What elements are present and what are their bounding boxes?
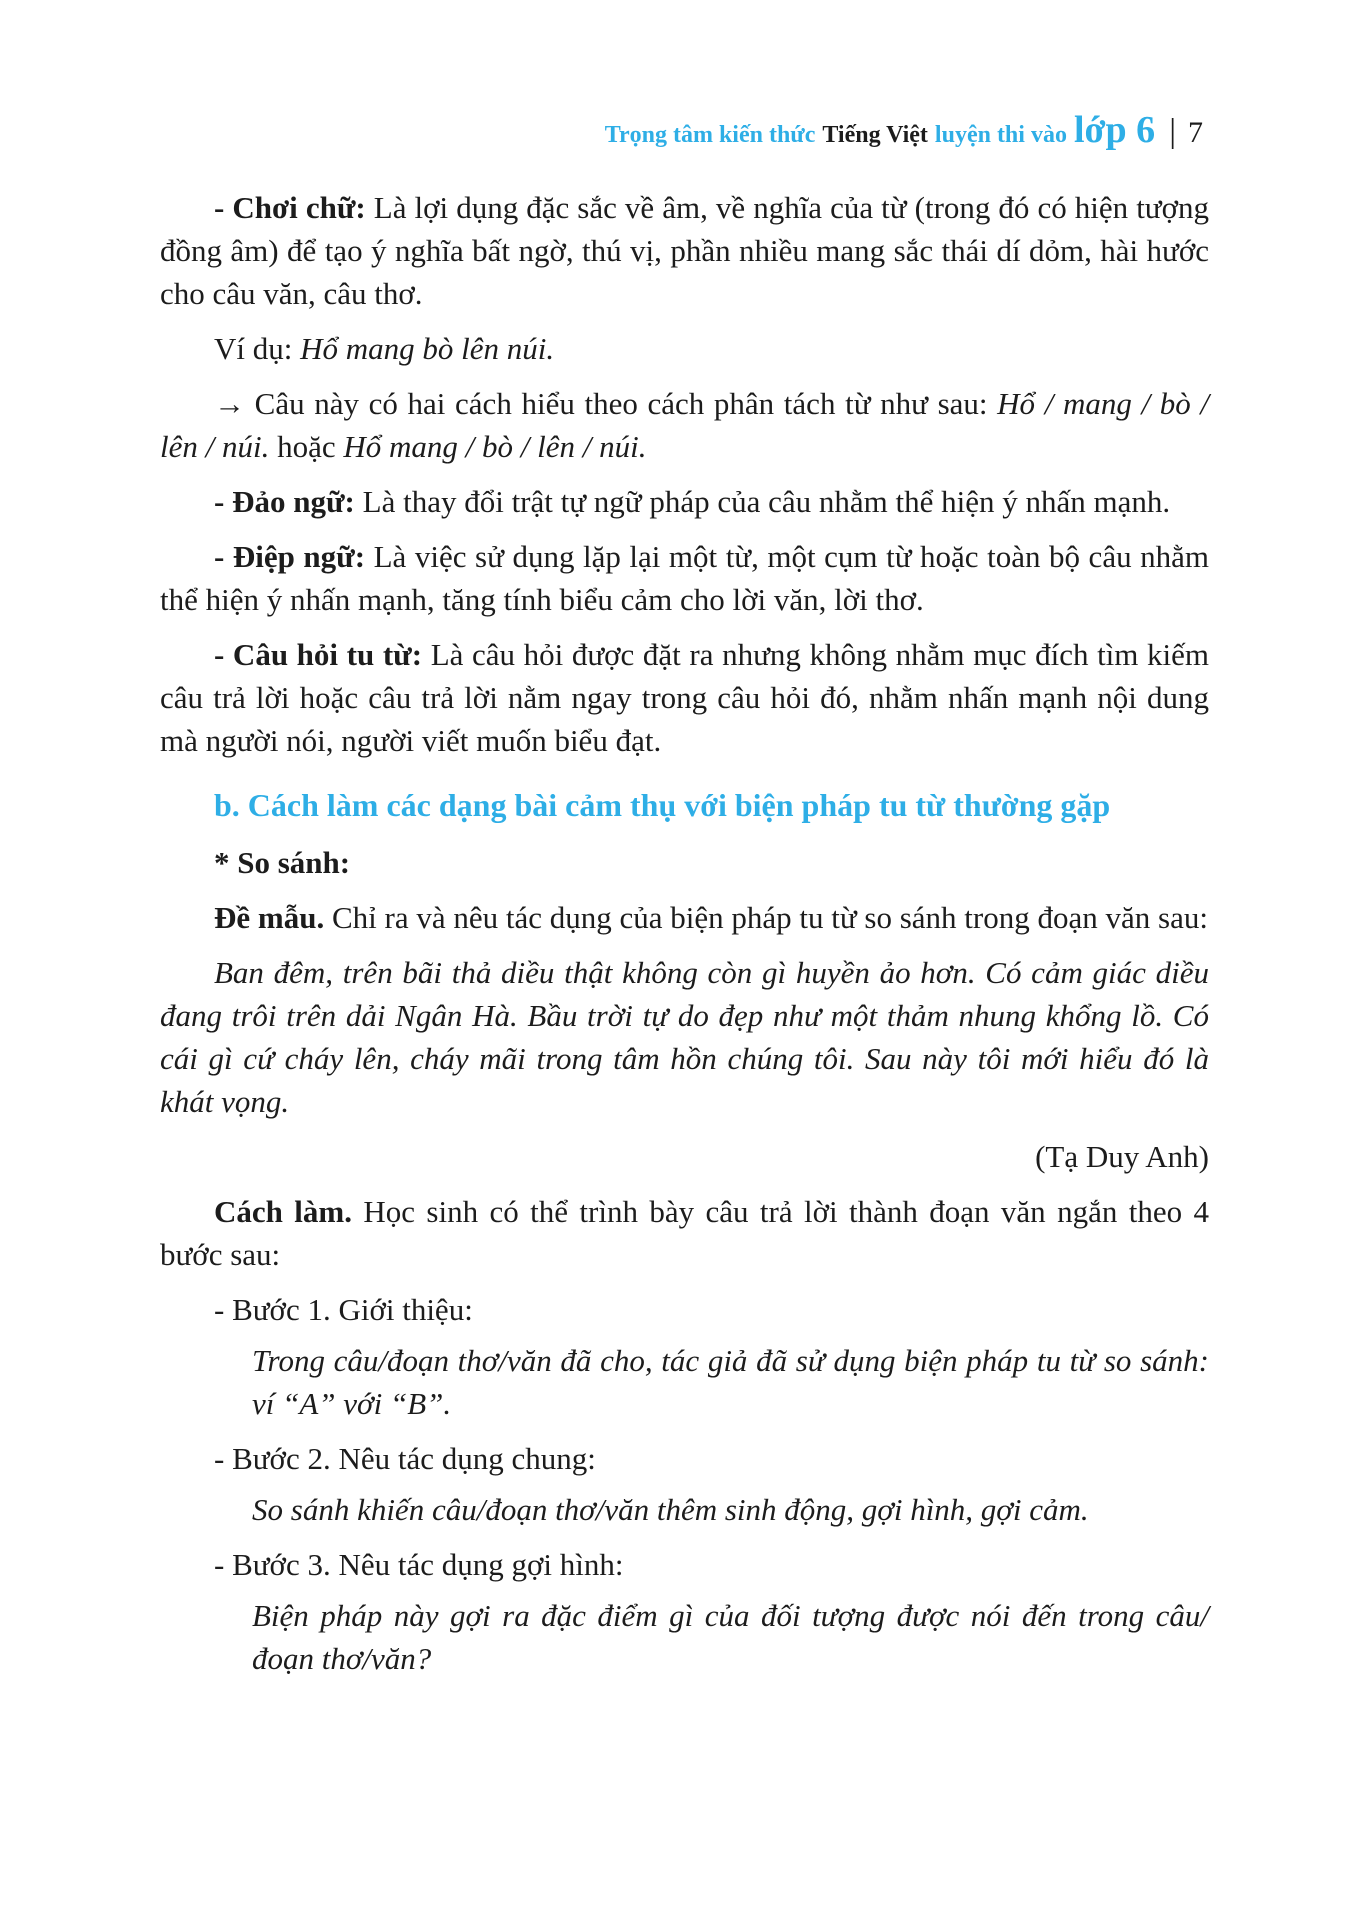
- choi-chu-explanation: [160, 382, 1209, 468]
- header-separator: |: [1169, 113, 1176, 150]
- step-1-body: Trong câu/đoạn thơ/văn đã cho, tác giả đã sử dụng biện pháp tu từ so sánh: ví “A” với “B”.: [252, 1343, 1209, 1421]
- choi-chu-term: - Chơi chữ:: [214, 190, 366, 225]
- choi-chu-example: [160, 327, 1209, 370]
- diep-ngu-text: Là việc sử dụng lặp lại một từ, một cụm từ hoặc toàn bộ câu nhằm thể hiện ý nhấn mạnh, tăng tính biểu cảm cho lời văn, lời thơ.: [160, 539, 1209, 617]
- header-part1: Trọng tâm kiến thức: [604, 122, 816, 148]
- cau-hoi-tu-tu-term: - Câu hỏi tu từ:: [214, 637, 423, 672]
- step-3-title: - Bước 3. Nêu tác dụng gợi hình:: [214, 1547, 624, 1582]
- step-2-body: So sánh khiến câu/đoạn thơ/văn thêm sinh động, gợi hình, gợi cảm.: [252, 1492, 1089, 1527]
- step-1-title: - Bước 1. Giới thiệu:: [214, 1292, 473, 1327]
- split-option-1: Hổ / mang / bò / lên / núi.: [160, 386, 1209, 464]
- dao-ngu-term: - Đảo ngữ:: [214, 484, 355, 519]
- cau-hoi-tu-tu-text: Là câu hỏi được đặt ra nhưng không nhằm mục đích tìm kiếm câu trả lời hoặc câu trả lời nằm ngay trong câu hỏi đó, nhằm nhấn mạnh nội dung mà người nói, người viết muốn biểu đạt.: [160, 637, 1210, 758]
- page-number: 7: [1188, 116, 1203, 149]
- cau-hoi-tu-tu-definition: [160, 633, 1209, 762]
- de-mau-paragraph: [160, 896, 1209, 939]
- de-mau-label: Đề mẫu.: [214, 900, 325, 935]
- diep-ngu-term: - Điệp ngữ:: [214, 539, 366, 574]
- header-grade: lớp 6: [1073, 109, 1156, 151]
- explanation-prefix: → Câu này có hai cách hiểu theo cách phân tách từ như sau:: [214, 386, 998, 421]
- dao-ngu-definition: [160, 480, 1209, 523]
- example-label: Ví dụ:: [214, 331, 301, 366]
- choi-chu-text: Là lợi dụng đặc sắc về âm, về nghĩa của từ (trong đó có hiện tượng đồng âm) để tạo ý nghĩa bất ngờ, thú vị, phần nhiều mang sắc thái dí dỏm, hài hước cho câu văn, câu thơ.: [160, 190, 1210, 311]
- split-or: hoặc: [269, 429, 344, 464]
- running-header: [605, 108, 1203, 152]
- example-text: Hổ mang bò lên núi.: [300, 331, 555, 366]
- so-sanh-subheading: * So sánh:: [214, 845, 351, 880]
- header-part3: luyện thi vào: [934, 122, 1067, 148]
- dao-ngu-text: Là thay đổi trật tự ngữ pháp của câu nhằm thể hiện ý nhấn mạnh.: [354, 484, 1171, 519]
- section-b-heading: b. Cách làm các dạng bài cảm thụ với biện pháp tu từ thường gặp: [214, 787, 1111, 823]
- quoted-passage: Ban đêm, trên bãi thả diều thật không còn gì huyền ảo hơn. Có cảm giác diều đang trôi trên dải Ngân Hà. Bầu trời tự do đẹp như một thảm nhung khổng lồ. Có cái gì cứ cháy lên, cháy mãi trong tâm hồn chúng tôi. Sau này tôi mới hiểu đó là khát vọng.: [160, 955, 1209, 1119]
- choi-chu-definition: [160, 186, 1209, 315]
- step-2-title: - Bước 2. Nêu tác dụng chung:: [214, 1441, 596, 1476]
- cach-lam-paragraph: [160, 1190, 1209, 1276]
- step-3-body: Biện pháp này gợi ra đặc điểm gì của đối tượng được nói đến trong câu/đoạn thơ/văn?: [252, 1598, 1209, 1676]
- quote-author: (Tạ Duy Anh): [1035, 1139, 1209, 1174]
- page-body: [160, 186, 1209, 1692]
- diep-ngu-definition: [160, 535, 1209, 621]
- cach-lam-label: Cách làm.: [214, 1194, 352, 1229]
- cach-lam-text: Học sinh có thể trình bày câu trả lời thành đoạn văn ngắn theo 4 bước sau:: [160, 1194, 1209, 1272]
- split-option-2: Hổ mang / bò / lên / núi.: [343, 429, 647, 464]
- header-part2: Tiếng Việt: [822, 122, 928, 148]
- de-mau-text: Chỉ ra và nêu tác dụng của biện pháp tu từ so sánh trong đoạn văn sau:: [324, 900, 1208, 935]
